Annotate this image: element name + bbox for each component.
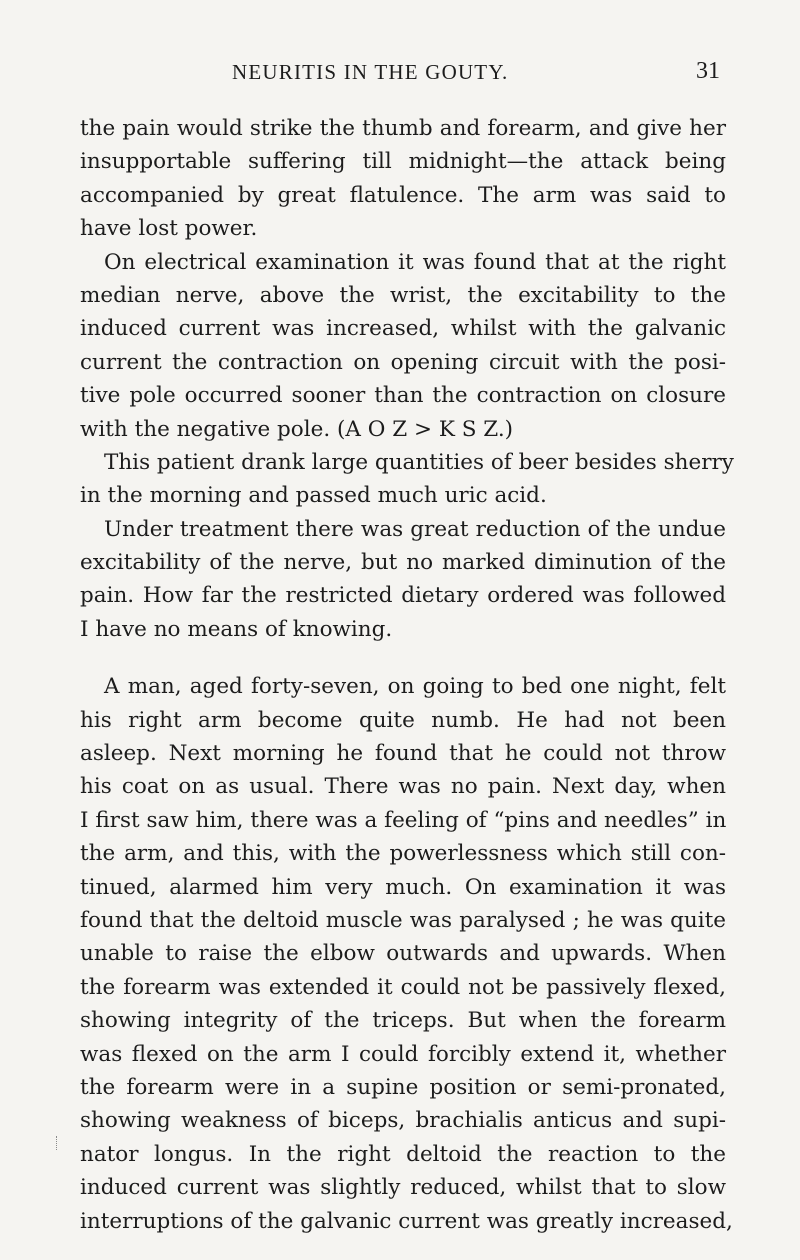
text-line: the pain would strike the thumb and forearm, and give her (80, 116, 726, 141)
text-line: was flexed on the arm I could forcibly extend it, whether (80, 1041, 726, 1067)
text-line: induced current was increased, whilst with the galvanic (80, 316, 726, 342)
text-line: I first saw him, there was a feeling of “pins and needles” in (80, 807, 727, 833)
text-line: with the negative pole. (A O Z > K S Z.) (80, 416, 514, 442)
text-line: unable to raise the elbow outwards and upwards. When (80, 941, 726, 967)
text-line: tinued, alarmed him very much. On examination it was (80, 874, 726, 900)
running-title: NEURITIS IN THE GOUTY. (232, 60, 509, 84)
text-line: pain. How far the restricted dietary ordered was followed (80, 583, 726, 609)
text-line: the forearm was extended it could not be passively flexed, (80, 974, 726, 1000)
text-line: nator longus. In the right deltoid the reaction to the (80, 1141, 726, 1167)
text-line: showing integrity of the triceps. But when the forearm (80, 1008, 726, 1034)
text-line: current the contraction on opening circuit with the posi- (80, 349, 726, 375)
text-line: his right arm become quite numb. He had not been (80, 707, 726, 733)
text-line: found that the deltoid muscle was paralysed ; he was quite (80, 907, 726, 933)
text-line: his coat on as usual. There was no pain. Next day, when (80, 774, 726, 800)
text-line: in the morning and passed much uric acid. (80, 483, 547, 509)
text-line: tive pole occurred sooner than the contraction on closure (80, 383, 726, 409)
text-line: accompanied by great flatulence. The arm was said to (80, 182, 726, 208)
text-line: the forearm were in a supine position or semi-pronated, (80, 1074, 726, 1100)
text-line: This patient drank large quantities of beer besides sherry (104, 449, 734, 475)
text-line: On electrical examination it was found that at the right (104, 249, 726, 275)
text-line: Under treatment there was great reduction of the undue (104, 516, 726, 542)
text-line: excitability of the nerve, but no marked diminution of the (80, 550, 726, 576)
text-line: I have no means of knowing. (80, 616, 393, 642)
text-line: induced current was slightly reduced, whilst that to slow (80, 1175, 726, 1201)
body-text (80, 112, 734, 1238)
margin-mark (56, 1136, 61, 1150)
text-line: the arm, and this, with the powerlessness which still con- (80, 841, 726, 867)
text-line: have lost power. (80, 216, 258, 242)
text-line: median nerve, above the wrist, the excitability to the (80, 282, 726, 308)
text-line: interruptions of the galvanic current was greatly increased, (80, 1208, 733, 1234)
text-line: showing weakness of biceps, brachialis anticus and supi- (80, 1108, 726, 1134)
page-number: 31 (696, 58, 720, 84)
text-line: asleep. Next morning he found that he could not throw (80, 741, 726, 767)
text-line: A man, aged forty-seven, on going to bed one night, felt (104, 674, 726, 700)
text-line: insupportable suffering till midnight—the attack being (80, 149, 726, 175)
